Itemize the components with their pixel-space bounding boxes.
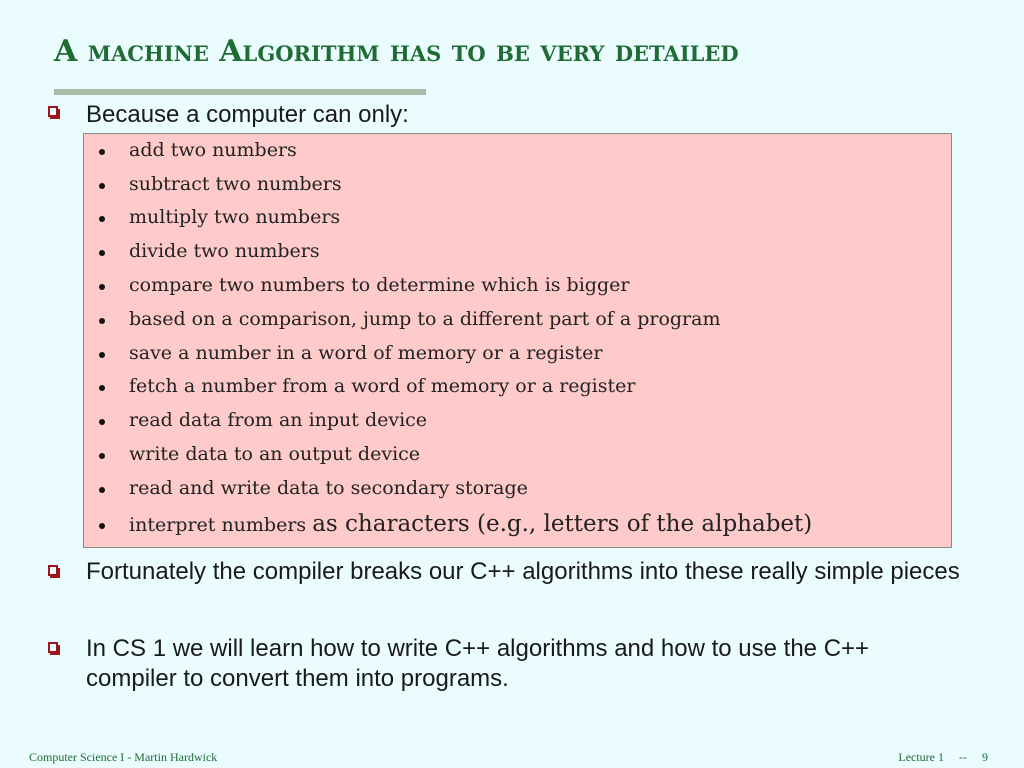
bullet-dot-icon — [99, 385, 105, 391]
bullet-dot-icon — [99, 352, 105, 358]
bullet-item-2: Fortunately the compiler breaks our C++ algorithms into these really simple pieces — [86, 558, 960, 585]
last-operation-part1: interpret numbers — [129, 514, 313, 536]
bullet-dot-icon — [99, 419, 105, 425]
bullet-dot-icon — [99, 183, 105, 189]
footer-left: Computer Science I - Martin Hardwick — [29, 750, 218, 764]
operations-box: add two numbers subtract two numbers multiply two numbers divide two numbers compare two numbers to determine which is bigger based on a comparison, jump to a different part of a program save a number in a word of memory or a register fetch a number from a word of memory or a register read data from an input device write data to an output device read and write data to secondary storage interpret numbers as characters (e.g., letters of the alphabet) — [83, 133, 952, 548]
bullet-dot-icon — [99, 318, 105, 324]
title-underline — [54, 89, 426, 95]
bullet-dot-icon — [99, 487, 105, 493]
bullet-dot-icon — [99, 216, 105, 222]
square-bullet-icon — [48, 565, 58, 576]
bullet-dot-icon — [99, 250, 105, 256]
square-bullet-icon — [48, 642, 58, 653]
bullet-dot-icon — [99, 284, 105, 290]
bullet-dot-icon — [99, 149, 105, 155]
bullet-dot-icon — [99, 453, 105, 459]
bullet-dot-icon — [99, 523, 105, 529]
slide-title: A machine Algorithm has to be very detailed — [54, 34, 739, 69]
last-operation-part2: as characters (e.g., letters of the alphabet) — [312, 511, 813, 537]
bullet-item-1: Because a computer can only: — [86, 101, 409, 128]
square-bullet-icon — [48, 106, 58, 117]
footer-right: Lecture 1 -- 9 — [898, 750, 988, 764]
bullet-item-3: In CS 1 we will learn how to write C++ algorithms and how to use the C++ compiler to convert them into programs. — [86, 635, 870, 692]
